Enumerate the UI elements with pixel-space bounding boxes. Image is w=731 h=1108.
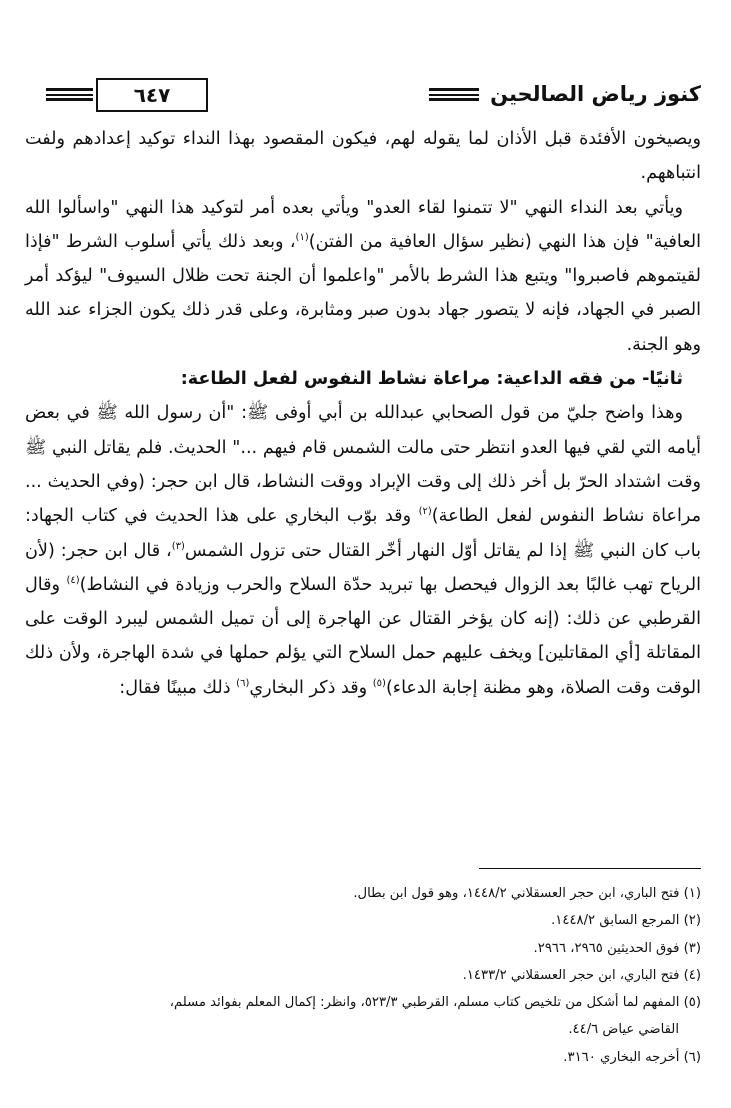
header-rule-left <box>46 88 93 102</box>
footnote-5: (٥) المفهم لما أشكل من تلخيص كتاب مسلم، القرطبي ٥٢٣/٣، وانظر: إكمال المعلم بفوائد مسلم، <box>169 995 701 1011</box>
footnote-ref-6[interactable]: (٦) <box>236 677 250 689</box>
section-heading: ثانيًا- من فقه الداعية: مراعاة نشاط النفوس لفعل الطاعة: <box>180 369 683 390</box>
page-number: ٦٤٧ <box>96 78 208 112</box>
footnote-separator <box>479 868 701 869</box>
paragraph-3-part-d: وقال القرطبي عن ذلك: (إنه كان يؤخر القتال عن الهاجرة إلى أن تميل الشمس ليبرد الوقت على المقاتلة [أي المقاتلين] ويخف عليهم حمل السلاح التي يؤلم حملها في شدة الهاجرة، ولأن ذلك الوقت وقت الصلاة، وهو مظنة إجابة الدعاء) <box>25 574 701 698</box>
footnote-3: (٣) فوق الحديثين ٢٩٦٥، ٢٩٦٦. <box>533 940 701 956</box>
paragraph-3-part-b: وقد بوّب البخاري على هذا الحديث في كتاب الجهاد: باب كان النبي ﷺ إذا لم يقاتل أوّل النهار أخّر القتال حتى تزول الشمس <box>25 506 701 561</box>
paragraph-3-part-e: وقد ذكر البخاري <box>249 677 373 698</box>
footnote-ref-1[interactable]: (١) <box>295 232 309 244</box>
paragraph-2-part-a: ويأتي بعد النداء النهي "لا تتمنوا لقاء العدو" ويأتي بعده أمر لتوكيد هذا النهي "واسألوا الله العافية" فإن هذا النهي (نظير سؤال العافية من الفتن) <box>25 197 702 252</box>
footnotes <box>25 880 701 1071</box>
footnote-2: (٢) المرجع السابق ١٤٤٨/٢. <box>551 913 701 929</box>
paragraph-3 <box>25 396 701 705</box>
paragraph-3-part-f: ذلك مبينًا فقال: <box>119 677 237 698</box>
running-title: كنوز رياض الصالحين <box>490 82 701 106</box>
footnote-4: (٤) فتح الباري، ابن حجر العسقلاني ١٤٣٣/٢. <box>462 967 701 983</box>
header-rule-right <box>429 88 479 102</box>
paragraph-1: ويصيخون الأفئدة قبل الأذان لما يقوله لهم، فيكون المقصود بهذا النداء توكيد إعدادهم ولفت انتباههم. <box>25 129 701 184</box>
page-header <box>40 70 701 120</box>
footnote-ref-5[interactable]: (٥) <box>372 677 386 689</box>
paragraph-3-part-c: ، قال ابن حجر: (لأن الرياح تهب غالبًا بعد الزوال فيحصل بها تبريد حدّة السلاح والحرب وزيادة في النشاط) <box>25 540 701 595</box>
footnote-ref-4[interactable]: (٤) <box>66 575 80 586</box>
footnote-ref-3[interactable]: (٣) <box>171 540 185 552</box>
footnote-5-continuation: القاضي عياض ٤٤/٦. <box>568 1022 679 1038</box>
paragraph-3-part-a: وهذا واضح جليّ من قول الصحابي عبدالله بن أبي أوفى ﷺ: "أن رسول الله ﷺ في بعض أيامه التي لقي فيها العدو انتظر حتى مالت الشمس قام فيهم ..." الحديث. فلم يقاتل النبي ﷺ وقت اشتداد الحرّ بل أخر ذلك إلى وقت الإبراد ووقت النشاط، قال ابن حجر: (وفي الحديث ... مراعاة نشاط النفوس لفعل الطاعة) <box>25 403 701 527</box>
footnote-1: (١) فتح الباري، ابن حجر العسقلاني ١٤٤٨/٢، وهو قول ابن بطال. <box>353 886 701 901</box>
paragraph-2 <box>25 191 701 362</box>
footnote-6: (٦) أخرجه البخاري ٣١٦٠. <box>563 1049 701 1065</box>
body-text <box>25 122 701 705</box>
paragraph-2-part-b: ، وبعد ذلك يأتي أسلوب الشرط "فإذا لقيتموهم فاصبروا" ويتبع هذا الشرط بالأمر "واعلموا أن الجنة تحت ظلال السيوف" ليؤكد أمر الصبر في الجهاد، فإنه لا يتصور جهاد بدون صبر ومثابرة، وعلى قدر ذلك يكون الجزاء عند الله وهو الجنة. <box>25 231 701 355</box>
footnote-ref-2[interactable]: (٢) <box>418 506 432 518</box>
